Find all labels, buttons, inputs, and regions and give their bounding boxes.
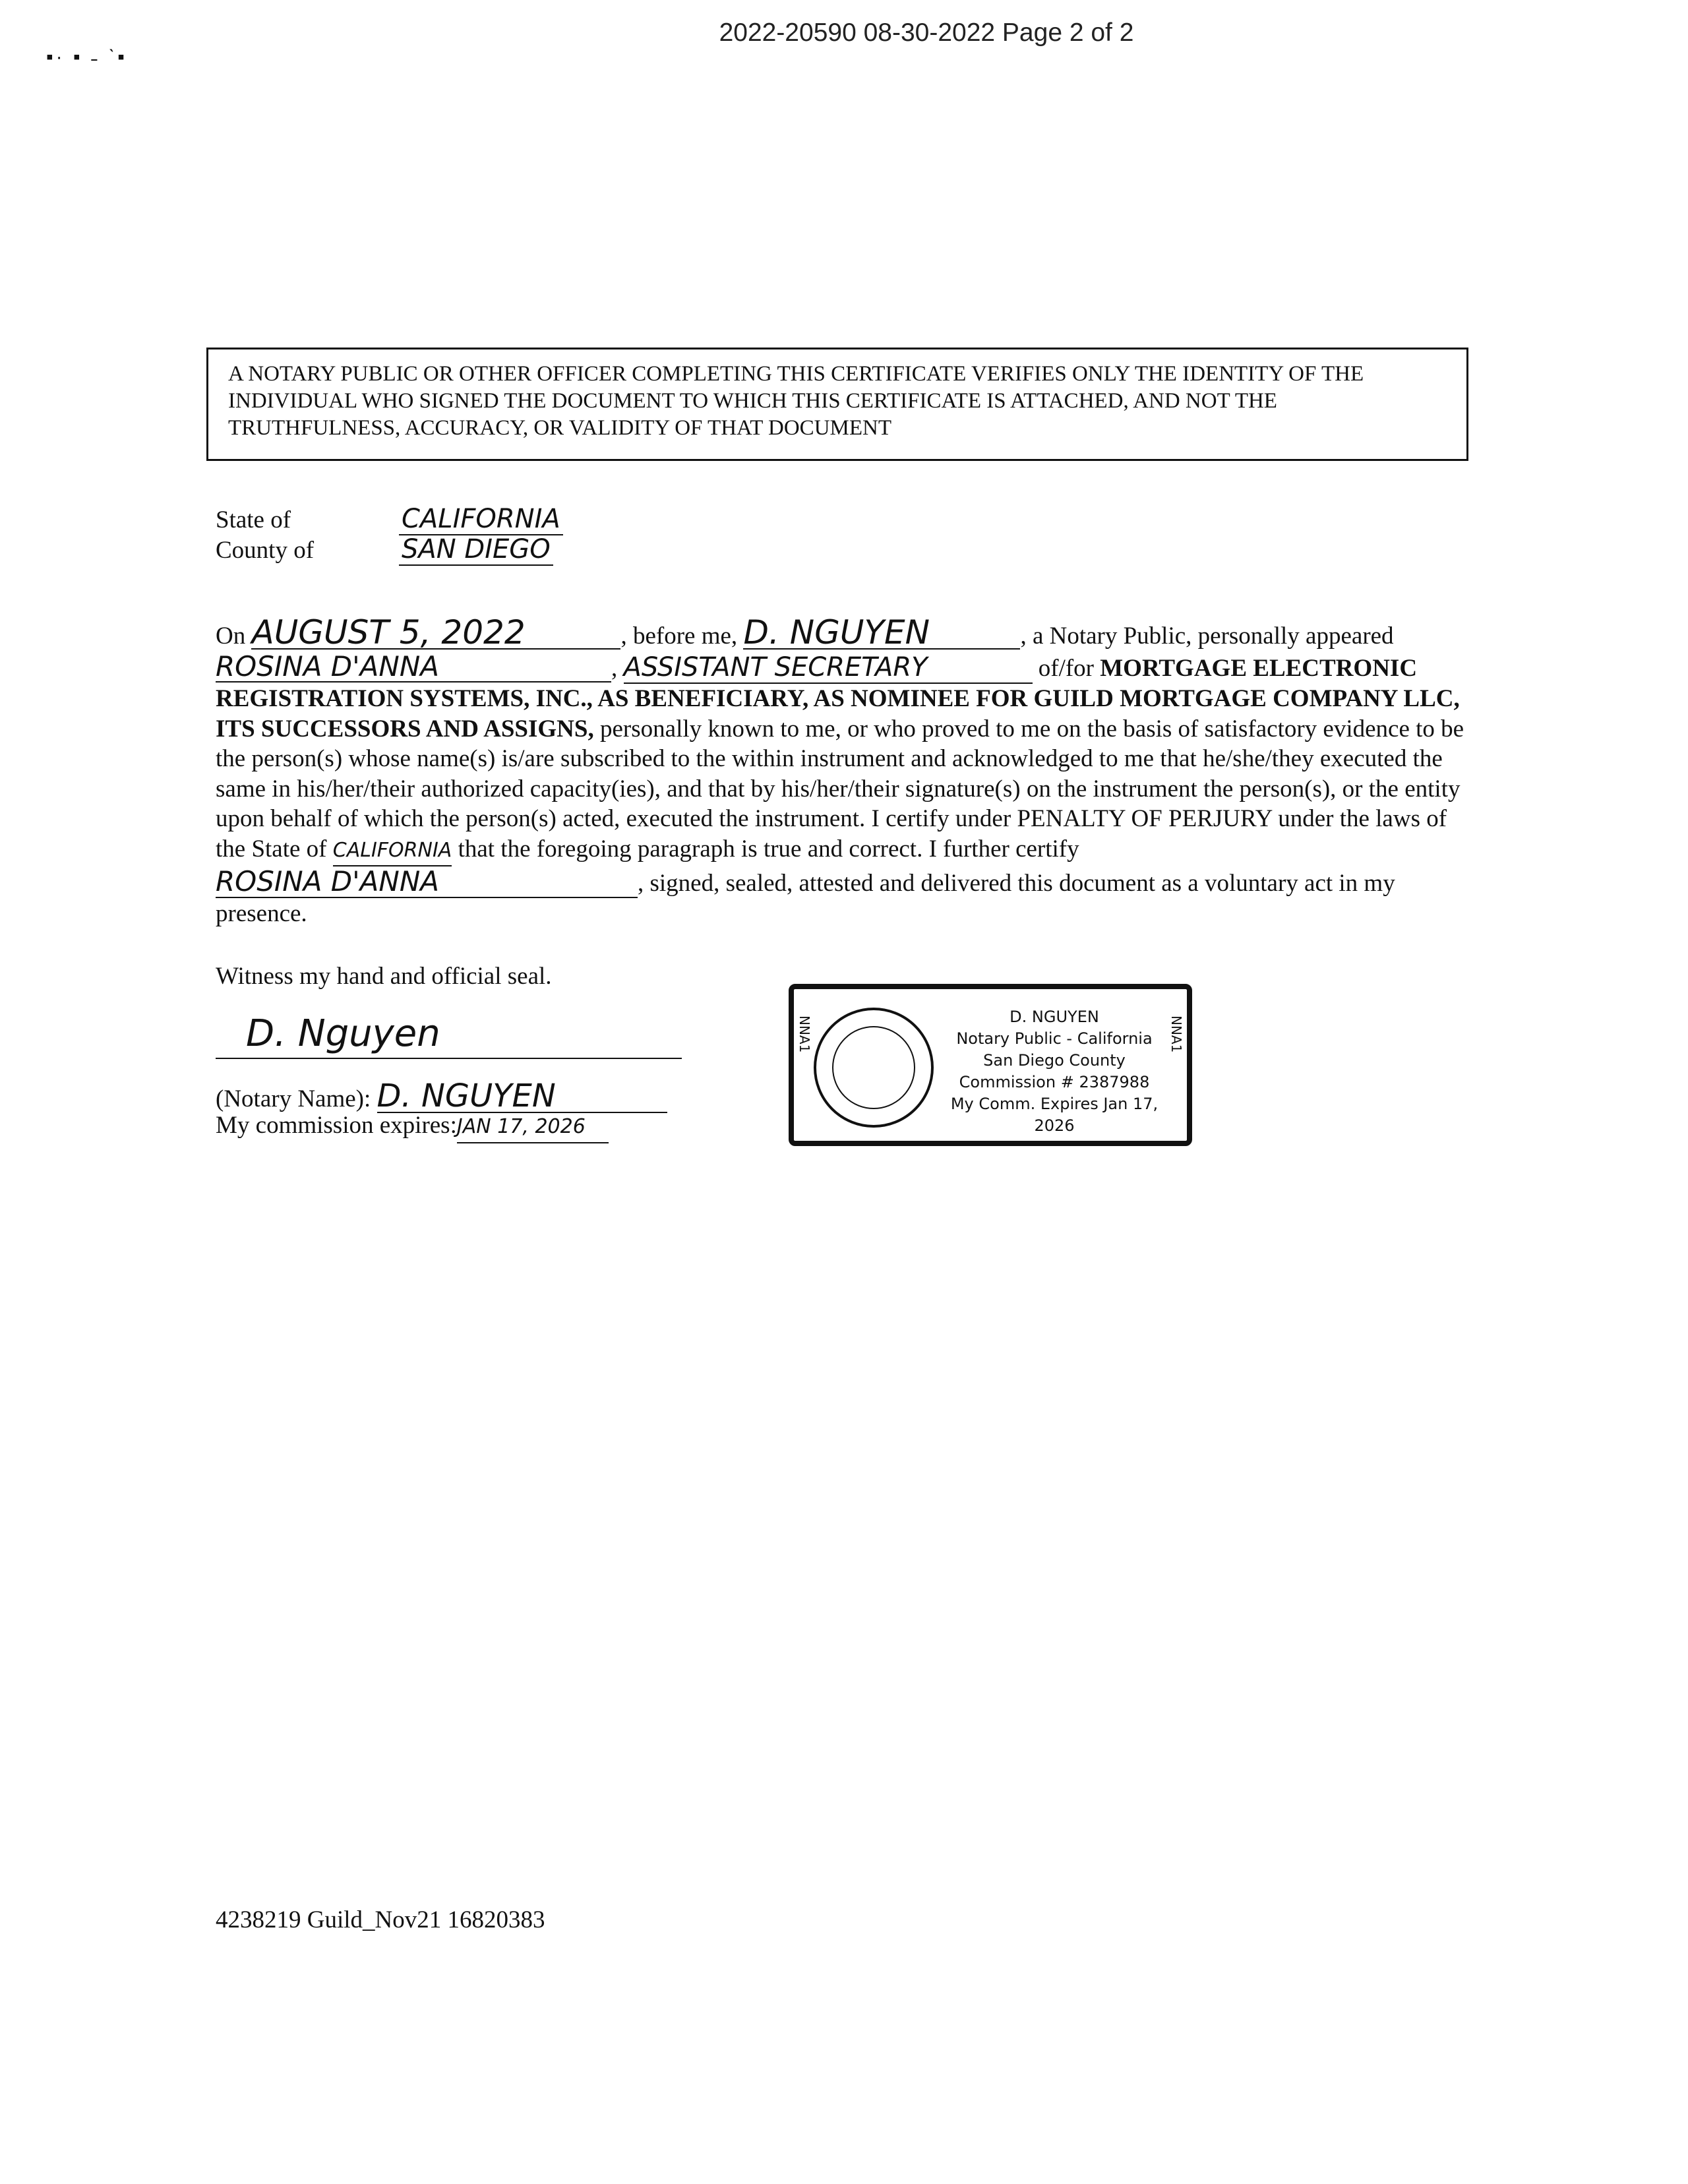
notary-name-value: D. NGUYEN [377,1081,667,1113]
state-seal-emblem [814,1008,934,1128]
seal-side-left: NNA1 [797,1016,812,1053]
commission-label: My commission expires: [216,1112,457,1139]
footer-reference: 4238219 Guild_Nov21 16820383 [216,1906,545,1933]
seal-side-right: NNA1 [1168,1016,1184,1053]
notary-field: D. NGUYEN [743,618,1020,650]
notary-name-row [216,1077,667,1114]
scan-marks: ▪· ▪ ˗ ˋ▪ [46,46,127,68]
of-for-label: of/for [1038,654,1094,682]
state-row [216,504,563,535]
signer-again-field: ROSINA D'ANNA [216,866,638,898]
notary-public-label: , a Notary Public, personally [1020,622,1300,650]
county-label: County of [216,537,315,564]
acknowledgment-paragraph [216,613,1468,928]
state-label: State of [216,506,291,533]
on-label: On [216,622,246,650]
state-seal-inner-ring [832,1026,915,1109]
comma: , [611,654,618,682]
notary-signature: D. Nguyen [246,1012,440,1055]
state-hand-field: CALIFORNIA [333,835,452,867]
notary-seal [789,984,1192,1146]
signature-line [216,1008,682,1059]
commission-value: JAN 17, 2026 [457,1112,609,1143]
recording-stamp: 2022-20590 08-30-2022 Page 2 of 2 [719,18,1134,47]
before-me-label: , before me, [620,622,738,650]
seal-title: Notary Public - California [956,1029,1153,1048]
notary-disclaimer-box [206,348,1468,461]
notary-name-label: (Notary Name): [216,1085,371,1112]
witness-text: Witness my hand and official seal. [216,963,552,990]
entity-name: MORTGAGE ELECTRONIC REGISTRATION SYSTEMS, INC., AS BENEFICIARY, AS NOMINEE FOR GUILD MORTGAGE COMPANY LLC, ITS SUCCESSORS AND ASSIGNS, [216,654,1460,743]
date-field: AUGUST 5, 2022 [251,618,620,650]
seal-name: D. NGUYEN [1010,1008,1099,1026]
venue-block [216,504,563,565]
seal-county: San Diego County [983,1051,1126,1070]
disclaimer-text: A NOTARY PUBLIC OR OTHER OFFICER COMPLETING THIS CERTIFICATE VERIFIES ONLY THE IDENTITY OF THE INDIVIDUAL WHO SIGNED THE DOCUMENT TO WHICH THIS CERTIFICATE IS ATTACHED, AND NOT THE TRUTHFULNESS, ACCURACY, OR VALIDITY OF THAT DOCUMENT [228,362,1364,440]
closing-text: , signed, sealed, attested and delivered this document as a voluntary act in my presence. [216,870,1395,927]
appeared-label: appeared [1306,622,1394,650]
title-field: ASSISTANT SECRETARY [624,653,1033,684]
seal-commission: Commission # 2387988 [959,1073,1150,1091]
county-value: SAN DIEGO [399,534,553,566]
acknowledgment-body: personally known to me, or who proved to me on the basis of satisfactory evidence to be the person(s) whose name(s) is/are subscribed to the within instrument and acknowledged to me that he/she/they executed the same in his/her/their authorized capacity(ies), and that by his/her/their signature(s) on the instrument the person(s), or the entity upon behalf of which the person(s) acted, executed the instrument. I certify under PENALTY OF PERJURY under the laws of the State of [216,715,1464,863]
further-certify-text: that the foregoing paragraph is true and correct. I further certify [458,835,1079,863]
seal-expires: My Comm. Expires Jan 17, 2026 [950,1095,1159,1135]
county-row [216,535,563,565]
signer-field: ROSINA D'ANNA [216,652,611,683]
seal-text-block [939,1006,1170,1137]
state-value: CALIFORNIA [399,504,563,535]
commission-row [216,1110,609,1143]
